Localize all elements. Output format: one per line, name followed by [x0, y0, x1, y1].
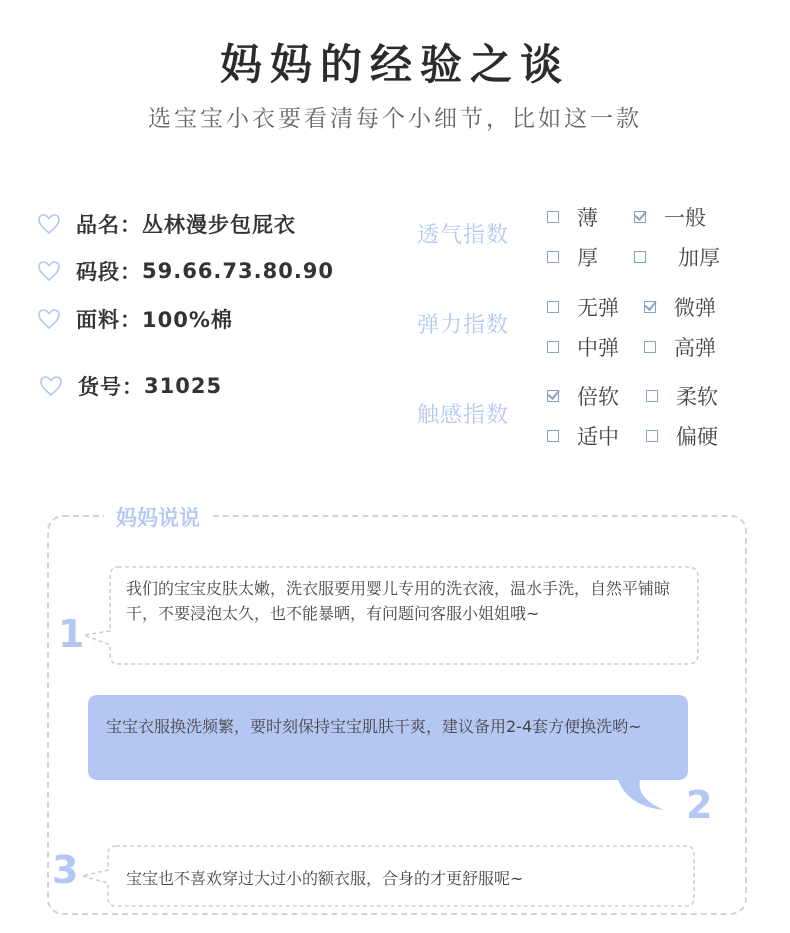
spec-label: 码段： [76, 260, 142, 284]
index-label-elasticity: 弹力指数 [417, 313, 510, 338]
option-label: 微弹 [674, 296, 716, 320]
page-subtitle: 选宝宝小衣要看清每个小细节，比如这一款 [148, 106, 642, 132]
option-label: 无弹 [577, 296, 619, 320]
spec-label: 品名： [76, 213, 142, 237]
tip-3-number: 3 [52, 848, 79, 892]
spec-value: 59.66.73.80.90 [142, 259, 335, 283]
option-label: 厚 [577, 246, 598, 270]
option-label: 柔软 [676, 385, 718, 409]
option-label: 高弹 [674, 336, 716, 360]
page-title: 妈妈的经验之谈 [219, 40, 570, 89]
tips-panel-title: 妈妈说说 [104, 502, 212, 532]
spec-label: 货号： [78, 375, 144, 399]
option-label: 偏硬 [676, 425, 718, 449]
spec-value: 31025 [144, 374, 223, 398]
spec-label: 面料： [76, 308, 142, 332]
spec-value: 100%棉 [142, 308, 233, 332]
option-label: 中弹 [577, 336, 619, 360]
tip-1-number: 1 [58, 612, 85, 656]
tip-3-text: 宝宝也不喜欢穿过大过小的额衣服，合身的才更舒服呢~ [126, 869, 524, 888]
tip-2-text: 宝宝衣服换洗频繁，要时刻保持宝宝肌肤干爽，建议备用2-4套方便换洗哟~ [106, 717, 642, 736]
option-label: 适中 [577, 425, 619, 449]
tip-2-number: 2 [686, 783, 713, 827]
index-label-touch: 触感指数 [417, 403, 510, 428]
bubble-2-fill [88, 695, 688, 810]
tip-1-text: 我们的宝宝皮肤太嫩，洗衣服要用婴儿专用的洗衣液，温水手洗，自然平铺晾干，不要浸泡太久，也不能暴晒，有问题问客服小姐姐哦~ [126, 579, 671, 623]
option-label: 一般 [664, 206, 706, 230]
spec-value: 丛林漫步包屁衣 [142, 213, 296, 237]
option-label: 薄 [577, 206, 598, 230]
option-label: 加厚 [678, 246, 720, 270]
option-label: 倍软 [577, 385, 619, 409]
index-label-breathability: 透气指数 [417, 223, 510, 248]
